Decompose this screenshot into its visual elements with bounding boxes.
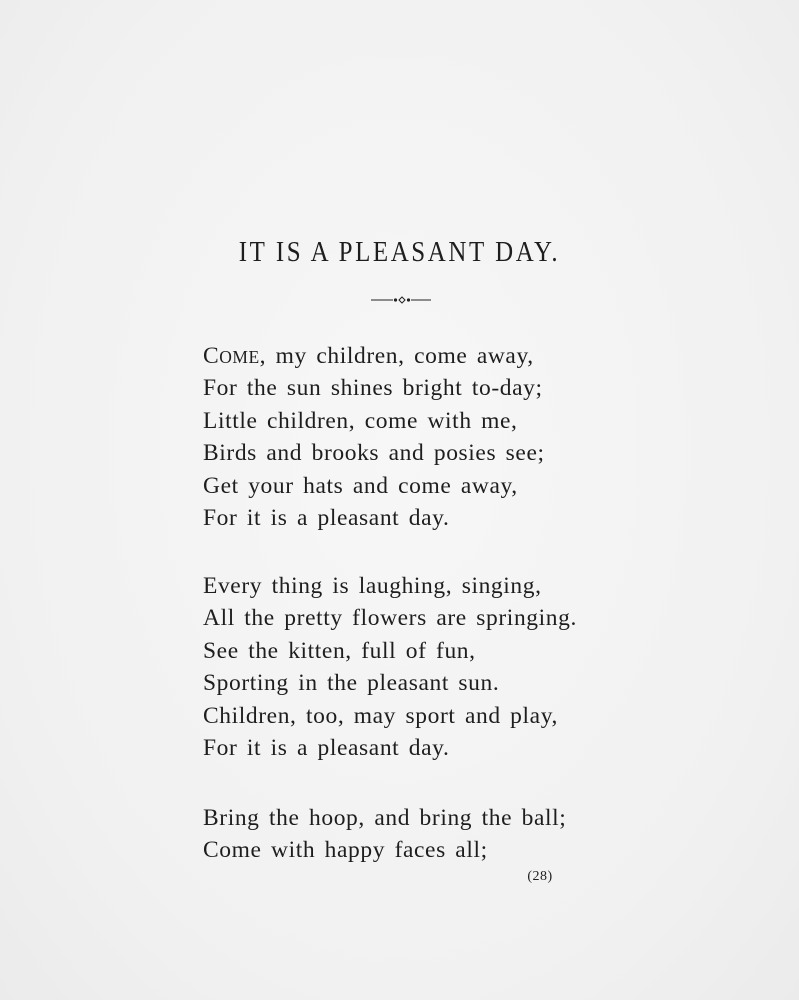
poem-line: Bring the hoop, and bring the ball; xyxy=(203,805,567,831)
poem-line: For it is a pleasant day. xyxy=(203,734,450,761)
stanza-3 xyxy=(203,802,566,867)
poem-line: Come with happy faces all; xyxy=(203,837,488,864)
stanza-1 xyxy=(203,340,545,534)
poem-line: COME, my children, come away, xyxy=(203,343,534,369)
page-number: (28) xyxy=(527,869,553,884)
poem-line: All the pretty flowers are springing. xyxy=(203,605,577,632)
poem-line: Children, too, may sport and play, xyxy=(203,702,558,729)
poem-line: For the sun shines bright to-day; xyxy=(203,375,543,402)
title-ornament-divider xyxy=(369,294,433,306)
poem-line: Little children, come with me, xyxy=(203,407,518,434)
poem-line: Every thing is laughing, singing, xyxy=(203,573,542,599)
poem-line: Birds and brooks and posies see; xyxy=(203,440,545,467)
poem-line: See the kitten, full of fun, xyxy=(203,637,476,664)
poem-line: Sporting in the pleasant sun. xyxy=(203,670,500,697)
poem-line: For it is a pleasant day. xyxy=(203,504,450,531)
stanza-2 xyxy=(203,570,577,764)
poem-line: Get your hats and come away, xyxy=(203,472,518,499)
poem-title: IT IS A PLEASANT DAY. xyxy=(238,236,561,268)
